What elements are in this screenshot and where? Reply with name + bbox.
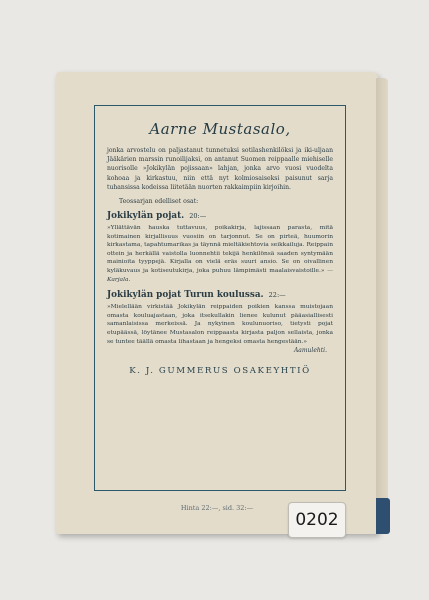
book-title-2-text: Jokikylän pojat Turun koulussa. xyxy=(107,290,264,301)
book-title-1 xyxy=(107,211,333,221)
book-review-2-source: Aamulehti. xyxy=(293,347,327,355)
book-title-2 xyxy=(107,290,333,300)
publisher-name: K. J. GUMMERUS OSAKEYHTIÖ xyxy=(129,366,311,377)
book-title-1-text: Jokikylän pojat. xyxy=(107,211,185,222)
author-name: Aarne Mustasalo, xyxy=(149,120,291,138)
book-spine-edge xyxy=(376,78,388,528)
price-line: Hinta 22:—, sid. 32:— xyxy=(180,504,254,512)
book-title-2-price: 22:— xyxy=(268,291,286,300)
inventory-tag: 0202 xyxy=(288,502,346,538)
book-review-1 xyxy=(107,224,333,284)
blurb-panel xyxy=(94,105,346,491)
book-spine-corner xyxy=(376,498,390,534)
book-review-2: »Mielellään virkistää Jokikylän reippaiden poikien kanssa muistojaan omasta kouluajastaan, joka itsekullakin lienee kulunut pääasiallisesti samanlaisissa merkeissä. Ja nykyinen koulunuoriso, tietysti pojat etupäässä, löytänee Mustasalon reippaasta kirjasta paljon sellaista, jonka se tuntee täällä omasta lihastaan ja hengeksi omasta hengestään.» xyxy=(107,304,333,345)
book-back-cover xyxy=(56,72,378,534)
intro-text: jonka arvostelu on paljastanut tunnetuksi sotilashenkilöksi ja iki-uljaan Jääkärien marssin runoilijaksi, on antanut Suomen reippaalle miehiselle nuorisolle »Jokikylän pojissaan» lahjan, jonka arvo vuosi vuodelta kohoaa ja kirkastuu, niin että nyt kolmiosaiseksi paisunut sarja tuhansissa kodeissa liitetään nuorten rakkaimpiin kirjoihin. xyxy=(107,147,333,191)
book-review-1-text: »Yllättävän hauska tuttavuus, poikakirja, lajissaan parasta, mitä kotimainen kirjallisuus vuosiin on tarjonnut. Se on pirteä, huumorin kirkastama, tapahtumarikas ja täynnä mieltäkiehtovia seikkailuja. Reippain ottein ja herkällä vaistolla luonnehtii tekijä henkilönsä saaden syntymään mainioita tyyppejä. Kirjalla on vielä eräs suuri ansio. Se on oivallinen kyläkuvaus ja kotiseutukirja, joka puhuu lämpimästi maalaisvaistoille.» xyxy=(107,225,333,274)
book-review-1-source: — Karjala. xyxy=(107,267,334,283)
series-label: Teossarjan edelliset osat: xyxy=(119,198,199,206)
book-title-1-price: 20:— xyxy=(189,212,207,221)
